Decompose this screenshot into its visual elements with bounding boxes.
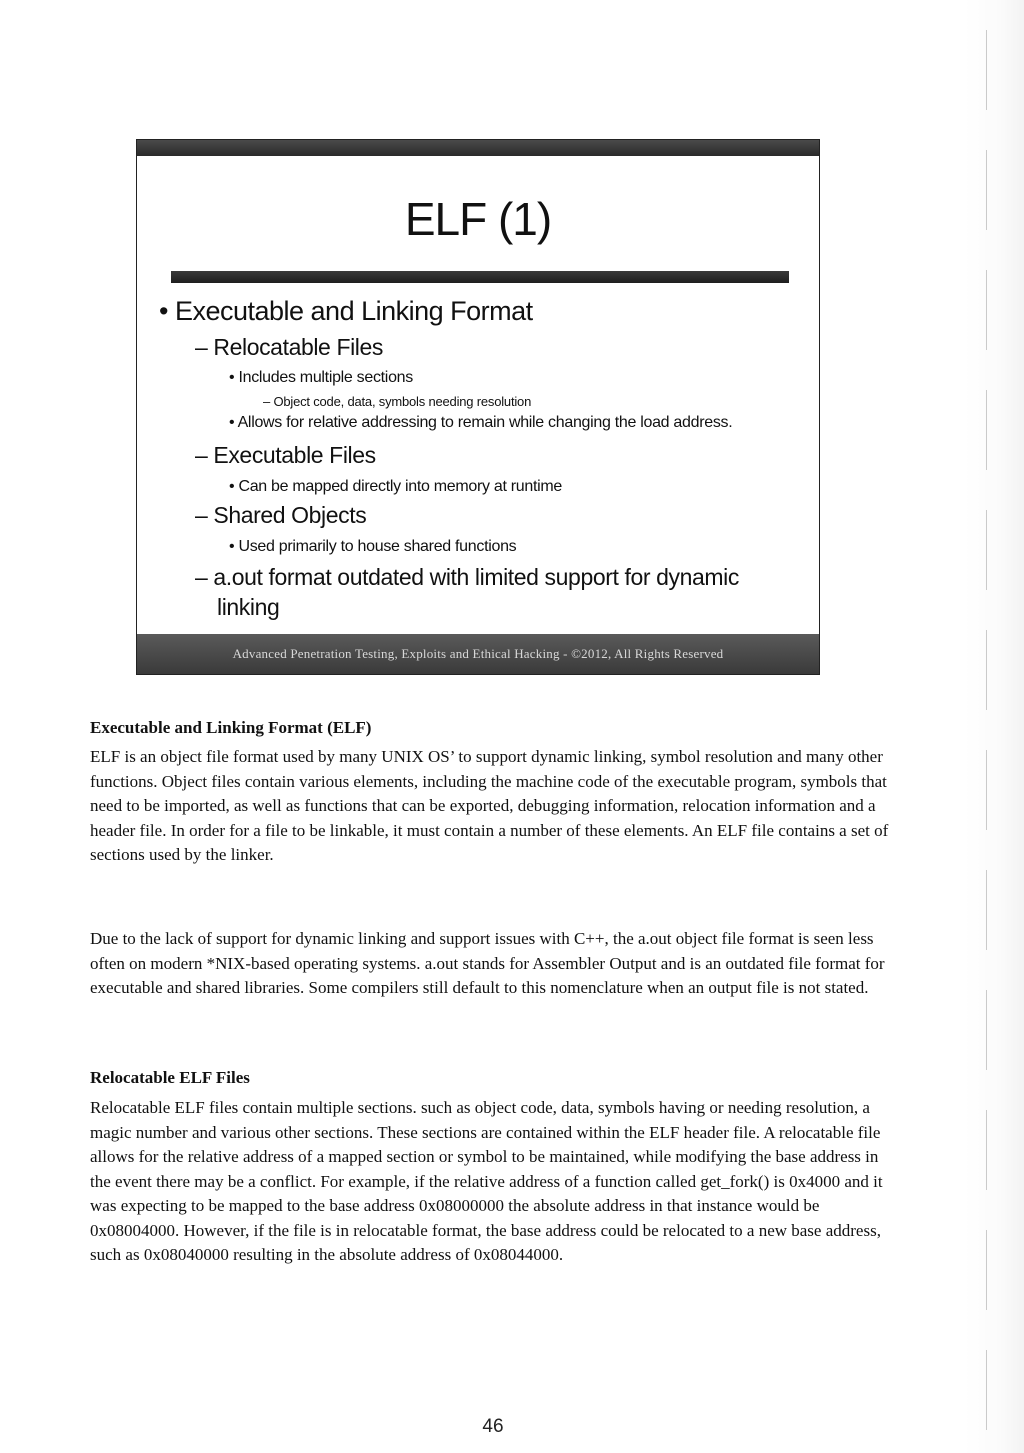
bullet-aout-line1: – a.out format outdated with limited support for dynamic (195, 564, 739, 590)
paragraph-elf-description: ELF is an object file format used by many UNIX OS’ to support dynamic linking, symbol resolution and many other functions. Object files contain various elements, including the machine code of the executable program, symbols that need to be imported, as well as functions that can be exported, debugging information, relocation information and a header file. In order for a file to be linkable, it must contain a number of these elements. An ELF file contains a set of sections used by the linker. (90, 747, 889, 864)
paragraph-aout: Due to the lack of support for dynamic linking and support issues with C++, the a.out object file format is seen less often on modern *NIX-based operating systems. a.out stands for Assembler Output and is an outdated file format for executable and shared libraries. Some compilers still default to this nomenclature when an output file is not stated. (90, 929, 885, 997)
slide-title: ELF (1) (404, 193, 552, 245)
bullet-mapped-into-memory: • Can be mapped directly into memory at runtime (229, 478, 562, 495)
slide-image (136, 139, 820, 675)
paragraph-relocatable-elf: Relocatable ELF files contain multiple sections. such as object code, data, symbols having or needing resolution, a magic number and various other sections. These sections are contained within the ELF header file. A relocatable file allows for the relative address of a mapped section or symbol to be maintained, while modifying the base address in the event there may be a conflict. For example, if the relative address of a function called get_fork() is 0x4000 and it was expecting to be mapped to the base address 0x08000000 the absolute address in that instance would be 0x08004000. However, if the file is in relocatable format, the base address could be relocated to a new base address, such as 0x08040000 resulting in the absolute address of 0x08044000. (90, 1098, 883, 1264)
binding-margin-line (986, 30, 987, 1430)
slide-footer: Advanced Penetration Testing, Exploits and Ethical Hacking - ©2012, All Rights Reserved (137, 634, 819, 674)
bullet-shared-objects: – Shared Objects (195, 502, 367, 528)
heading-elf: Executable and Linking Format (ELF) (90, 718, 372, 737)
bullet-aout-format (195, 562, 785, 622)
page-number: 46 (482, 1416, 504, 1437)
slide-top-bar (137, 140, 819, 156)
bullet-includes-sections: • Includes multiple sections (229, 369, 413, 386)
bullet-aout-line2: linking (217, 594, 280, 620)
heading-relocatable-elf: Relocatable ELF Files (90, 1068, 250, 1087)
bullet-relative-addressing: • Allows for relative addressing to remain while changing the load address. (229, 414, 733, 431)
bullet-object-code: – Object code, data, symbols needing resolution (263, 394, 532, 409)
binding-edge (964, 0, 1024, 1453)
bullet-executable-files: – Executable Files (195, 442, 376, 468)
bullet-relocatable-files: – Relocatable Files (195, 334, 384, 360)
slide-title-rule (171, 271, 789, 283)
bullet-executable-linking-format: • Executable and Linking Format (159, 296, 533, 326)
bullet-shared-functions: • Used primarily to house shared functions (229, 538, 517, 555)
